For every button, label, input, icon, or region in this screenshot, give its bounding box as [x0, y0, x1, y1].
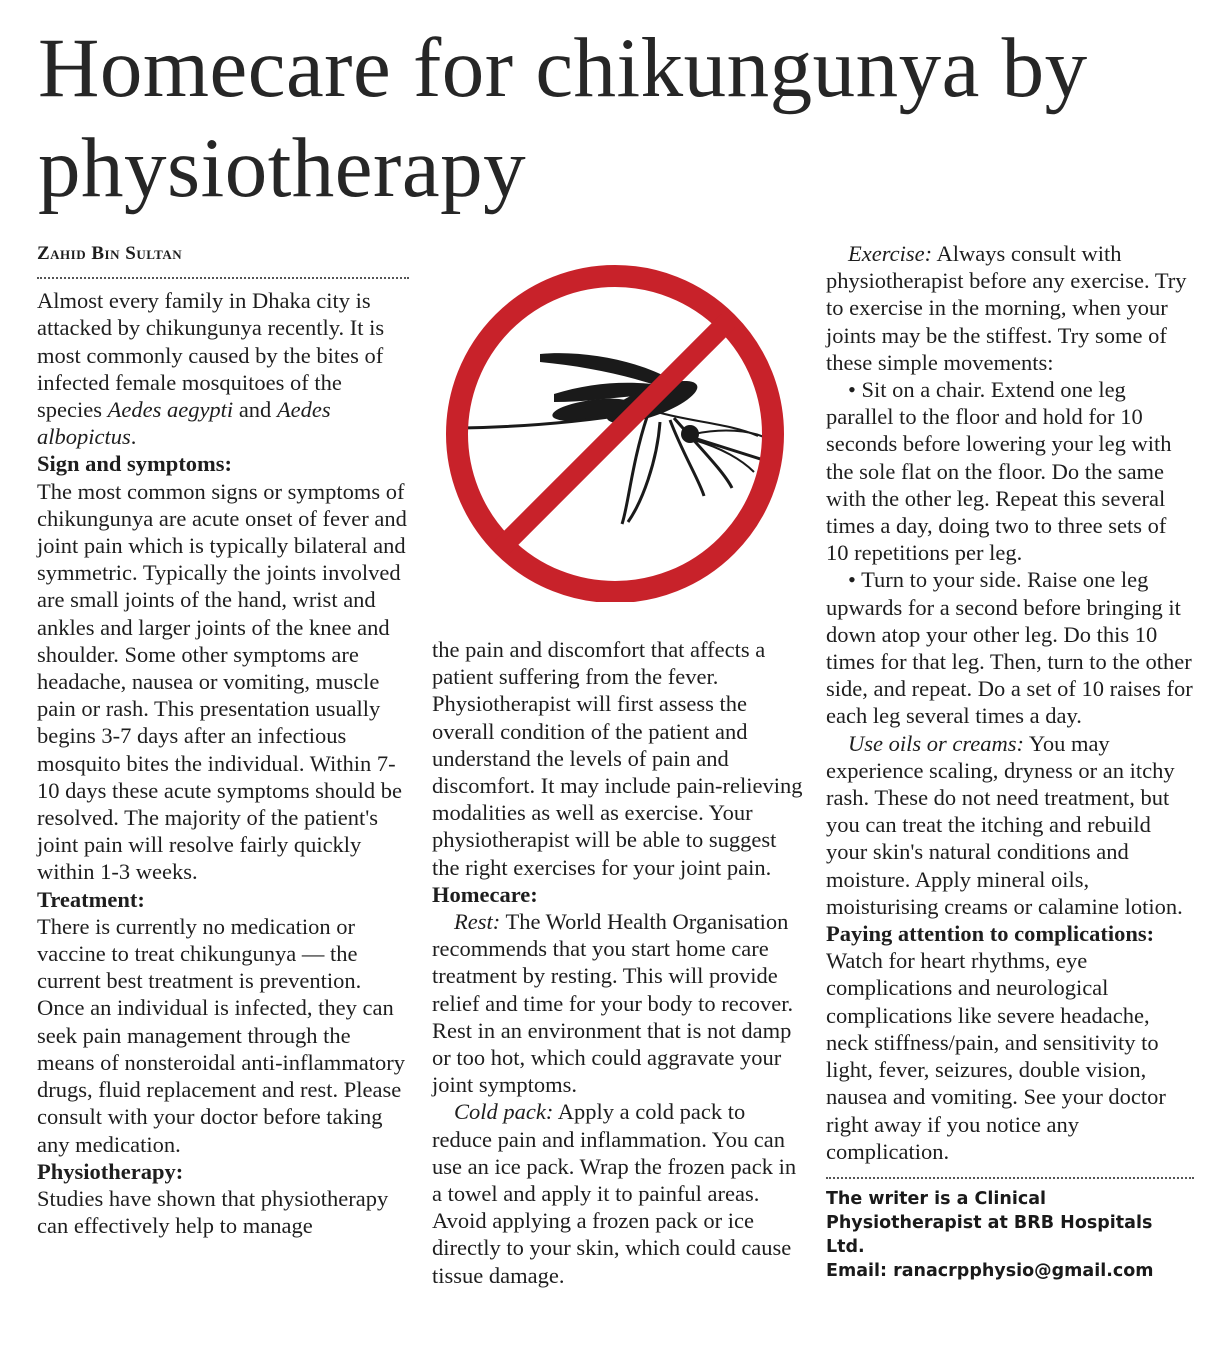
rest-paragraph: Rest: The World Health Organisation recommends that you start home care treatment by resting. This will provide relief and time for your body to recover. Rest in an environment that is not damp or too hot, which could aggravate your joint symptoms.: [432, 909, 794, 1098]
treatment-heading: Treatment:: [37, 886, 145, 912]
physiotherapy-heading: Physiotherapy:: [37, 1158, 184, 1184]
article-column-3: [826, 240, 1194, 1283]
cold-pack-lead: Cold pack:: [454, 1099, 554, 1125]
species-albopictus: Aedes albopictus: [37, 397, 331, 450]
signs-heading: Sign and symptoms:: [37, 451, 233, 477]
oils-lead: Use oils or creams:: [848, 730, 1025, 756]
rest-lead: Rest:: [454, 909, 501, 935]
physiotherapy-paragraph-start: Studies have shown that physiotherapy can effectively help to manage: [37, 1185, 389, 1239]
byline: [37, 240, 409, 267]
intro-paragraph: Almost every family in Dhaka city is attacked by chikungunya recently. It is most commonly caused by the bites of infected female mosquitoes of the species Aedes aegypti and Aedes albopictus.: [37, 288, 385, 450]
exercise-bullet-1: • Sit on a chair. Extend one leg parallel to the floor and hold for 10 seconds before lowering your leg with the sole flat on the floor. Do the same with the other leg. Repeat this several times a day, doing two to three sets of 10 repetitions per leg.: [826, 377, 1172, 566]
article-headline: Homecare for chikungunya by physiotherapy: [38, 21, 1088, 215]
byline-first: Zahid: [37, 243, 87, 264]
author-note: [826, 1187, 1194, 1283]
homecare-heading: Homecare:: [432, 881, 538, 907]
exercise-paragraph: Exercise: Always consult with physiotherapist before any exercise. Try to exercise in the morning, when your joints may be the stiffest. Try some of these simple movements:: [826, 241, 1187, 375]
species-aegypti: Aedes aegypti: [107, 397, 234, 423]
signs-paragraph: The most common signs or symptoms of chikungunya are acute onset of fever and joint pain which is typically bilateral and symmetric. Typically the joints involved are small joints of the hand, wrist and ankles and larger joints of the knee and shoulder. Some other symptoms are headache, nausea or vomiting, muscle pain or rash. This presentation usually begins 3-7 days after an infectious mosquito bites the individual. Within 7-10 days these acute symptoms should be resolved. The majority of the patient's joint pain will resolve fairly quickly within 1-3 weeks.: [37, 478, 407, 885]
article-column-1: [37, 240, 409, 1239]
oils-paragraph: Use oils or creams: You may experience scaling, dryness or an itchy rash. These do not need treatment, but you can treat the itching and rebuild your skin's natural conditions and moisture. Apply mineral oils, moisturising creams or calamine lotion.: [826, 730, 1183, 919]
exercise-bullet-2: • Turn to your side. Raise one leg upwards for a second before bringing it down atop your other leg. Do this 10 times for that leg. Then, turn to the other side, and repeat. Do a set of 10 raises for each leg several times a day.: [826, 567, 1193, 729]
byline-divider: [37, 277, 409, 279]
complications-paragraph: Watch for heart rhythms, eye complications and neurological complications like severe headache, neck stiffness/pain, and sensitivity to light, fever, seizures, double vision, nausea and vomiting. See your doctor right away if you notice any complication.: [826, 948, 1166, 1164]
author-note-email: Email: ranacrpphysio@gmail.com: [826, 1260, 1154, 1281]
complications-heading: Paying attention to complications:: [826, 921, 1155, 947]
byline-last: Sultan: [125, 243, 183, 264]
article-column-2: [432, 636, 804, 1289]
exercise-lead: Exercise:: [848, 241, 933, 266]
author-divider: [826, 1177, 1194, 1179]
no-mosquito-sign-icon: [432, 262, 804, 602]
physiotherapy-paragraph-continued: the pain and discomfort that affects a patient suffering from the fever. Physiotherapist will first assess the overall condition of the patient and understand the levels of pain and discomfort. It may include pain-relieving modalities as well as exercise. Your physiotherapist will be able to suggest the right exercises for your joint pain.: [432, 637, 803, 880]
author-note-title: The writer is a Clinical Physiotherapist at BRB Hospitals Ltd.: [826, 1188, 1153, 1257]
cold-pack-paragraph: Cold pack: Apply a cold pack to reduce pain and inflammation. You can use an ice pack. Wrap the frozen pack in a towel and apply it to painful areas. Avoid applying a frozen pack or ice directly to your skin, which could cause tissue damage.: [432, 1099, 797, 1288]
treatment-paragraph: There is currently no medication or vaccine to treat chikungunya — the current best treatment is prevention. Once an individual is infected, they can seek pain management through the means of nonsteroidal anti-inflammatory drugs, fluid replacement and rest. Please consult with your doctor before taking any medication.: [37, 913, 406, 1157]
byline-mid: Bin: [91, 243, 120, 264]
